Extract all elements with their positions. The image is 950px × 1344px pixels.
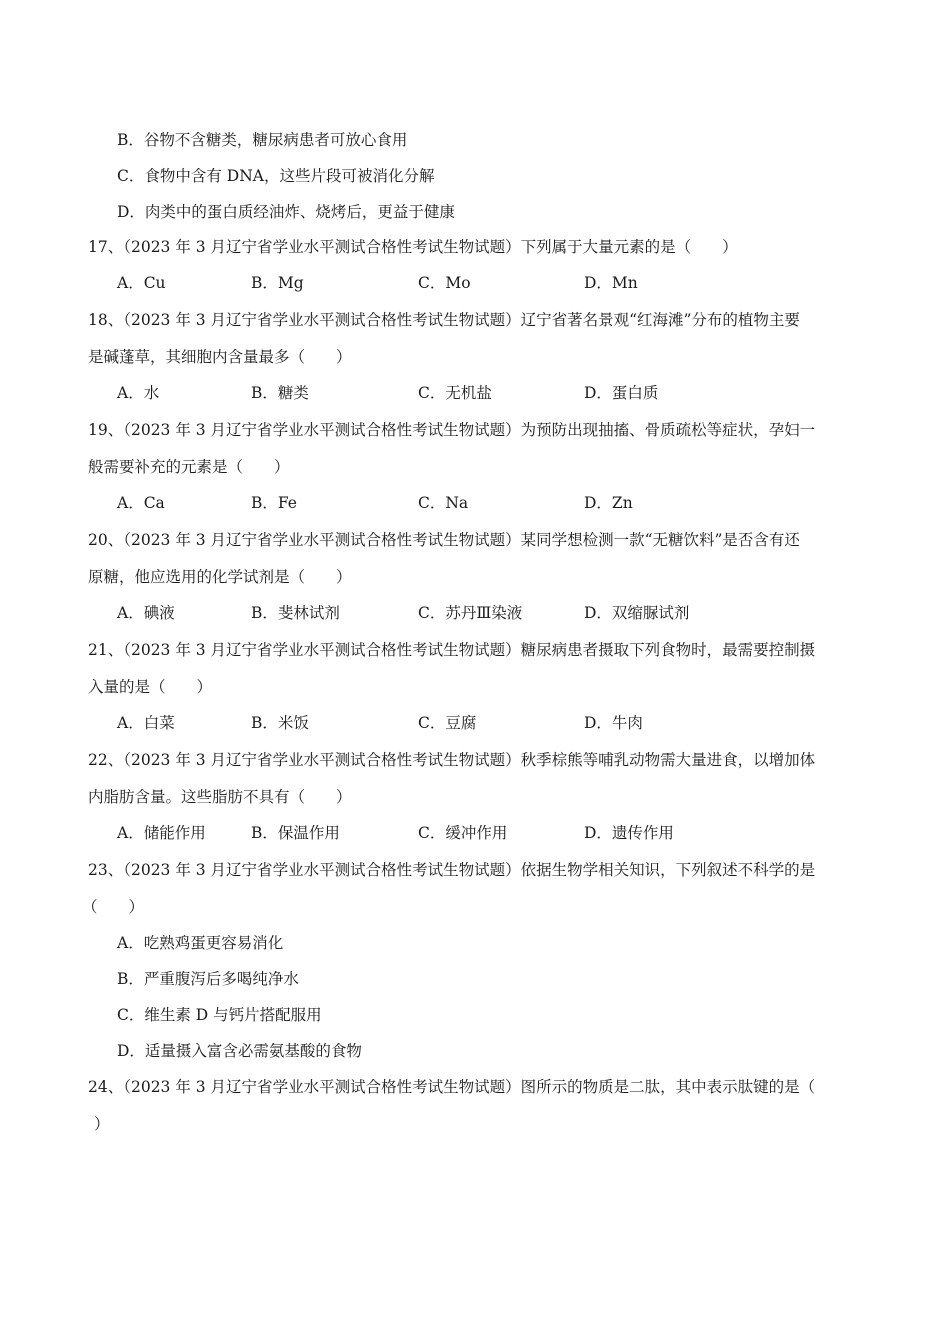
prev-option-b: B．谷物不含糖类，糖尿病患者可放心食用 — [117, 131, 408, 149]
question-17-stem: 17、（2023 年 3 月辽宁省学业水平测试合格性考试生物试题）下列属于大量元素的是（ ） — [88, 238, 738, 256]
option-c: C．缓冲作用 — [418, 824, 508, 842]
option-c: C．Na — [418, 494, 469, 512]
option-c: C．无机盐 — [418, 384, 492, 402]
option-d: D．牛肉 — [584, 714, 643, 732]
option-d: D．遗传作用 — [584, 824, 674, 842]
question-19-stem-cont: 般需要补充的元素是（ ） — [88, 458, 290, 476]
question-22-stem: 22、（2023 年 3 月辽宁省学业水平测试合格性考试生物试题）秋季棕熊等哺乳动物需大量进食，以增加体 — [88, 751, 816, 769]
question-23-option-c: C．维生素 D 与钙片搭配服用 — [117, 1006, 322, 1024]
option-c: C．Mo — [418, 274, 471, 292]
question-24-stem-cont: ） — [94, 1115, 110, 1133]
option-a: A．碘液 — [117, 604, 175, 622]
option-b: B．保温作用 — [251, 824, 340, 842]
question-21-stem: 21、（2023 年 3 月辽宁省学业水平测试合格性考试生物试题）糖尿病患者摄取下列食物时，最需要控制摄 — [88, 641, 816, 659]
option-d: D．Mn — [584, 274, 638, 292]
question-23-option-a: A．吃熟鸡蛋更容易消化 — [117, 934, 284, 952]
option-b: B．糖类 — [251, 384, 309, 402]
question-23-stem: 23、（2023 年 3 月辽宁省学业水平测试合格性考试生物试题）依据生物学相关知识，下列叙述不科学的是 — [88, 861, 816, 879]
question-19-stem: 19、（2023 年 3 月辽宁省学业水平测试合格性考试生物试题）为预防出现抽搐、骨质疏松等症状，孕妇一 — [88, 421, 816, 439]
option-a: A．水 — [117, 384, 160, 402]
prev-option-d: D．肉类中的蛋白质经油炸、烧烤后，更益于健康 — [117, 203, 455, 221]
question-23-stem-cont: （ ） — [82, 898, 145, 916]
option-b: B．Mg — [251, 274, 304, 292]
question-20-stem-cont: 原糖，他应选用的化学试剂是（ ） — [88, 568, 352, 586]
question-21-stem-cont: 入量的是（ ） — [88, 678, 213, 696]
option-a: A．Cu — [117, 274, 166, 292]
option-d: D．Zn — [584, 494, 633, 512]
question-20-stem: 20、（2023 年 3 月辽宁省学业水平测试合格性考试生物试题）某同学想检测一款“无糖饮料”是否含有还 — [88, 531, 800, 549]
option-c: C．豆腐 — [418, 714, 477, 732]
option-b: B．Fe — [251, 494, 297, 512]
question-23-option-d: D．适量摄入富含必需氨基酸的食物 — [117, 1042, 362, 1060]
option-c: C．苏丹Ⅲ染液 — [418, 604, 523, 622]
prev-option-c: C．食物中含有 DNA，这些片段可被消化分解 — [117, 167, 435, 185]
option-d: D．蛋白质 — [584, 384, 659, 402]
option-a: A．白菜 — [117, 714, 175, 732]
question-18-stem-cont: 是碱蓬草，其细胞内含量最多（ ） — [88, 348, 352, 366]
question-23-option-b: B．严重腹泻后多喝纯净水 — [117, 970, 299, 988]
option-b: B．米饭 — [251, 714, 309, 732]
option-a: A．Ca — [117, 494, 165, 512]
question-24-stem: 24、（2023 年 3 月辽宁省学业水平测试合格性考试生物试题）图所示的物质是二肽，其中表示肽键的是（ — [88, 1078, 816, 1096]
question-18-stem: 18、（2023 年 3 月辽宁省学业水平测试合格性考试生物试题）辽宁省著名景观“红海滩”分布的植物主要 — [88, 311, 800, 329]
option-b: B．斐林试剂 — [251, 604, 340, 622]
question-22-stem-cont: 内脂肪含量。这些脂肪不具有（ ） — [88, 788, 352, 806]
option-a: A．储能作用 — [117, 824, 206, 842]
option-d: D．双缩脲试剂 — [584, 604, 690, 622]
